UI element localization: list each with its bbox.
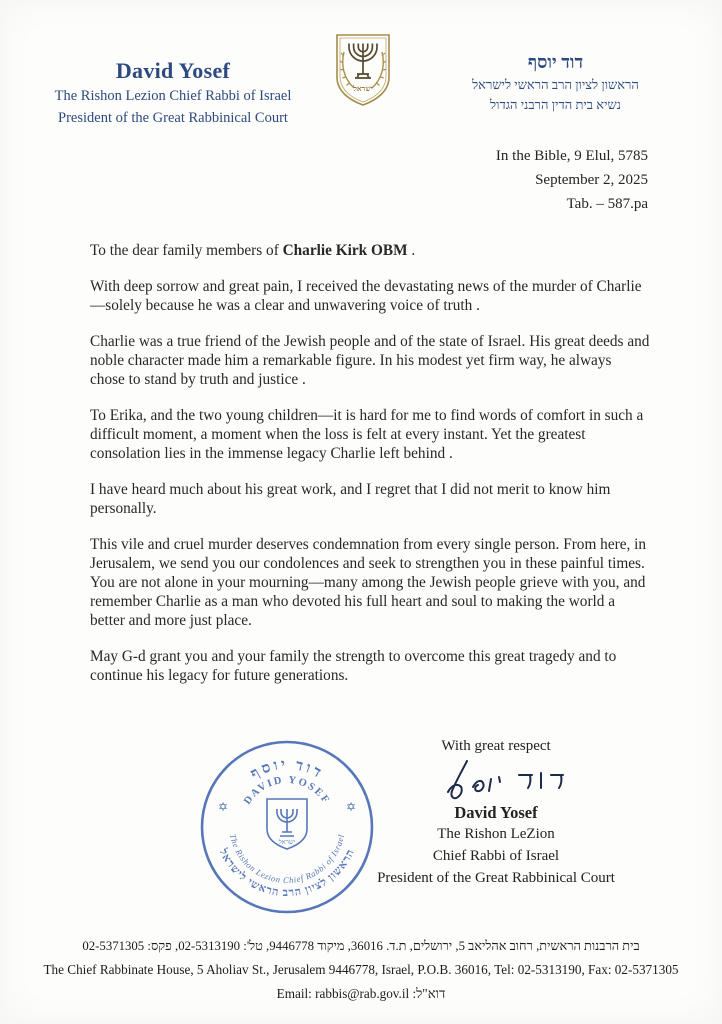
handwritten-signature [421, 757, 571, 803]
signer-title-3: President of the Great Rabbinical Court [377, 870, 615, 886]
salutation-addressee: Charlie Kirk OBM [282, 242, 408, 259]
letterhead-title-english-1: The Rishon Lezion Chief Rabbi of Israel [54, 88, 292, 104]
stamp-hebrew-name: דוד יוסף [248, 756, 327, 783]
star-of-david-icon: ✡ [345, 800, 357, 814]
signer-title-1: The Rishon LeZion [437, 826, 555, 842]
paragraph: This vile and cruel murder deserves condemnation from every single person. From here, in Jerusalem, we send you our condolences and seek to strengthen you in these painful times. You are not alone in your mourning—many among the Jewish people grieve with you, and remember Charlie as a man who devoted his full heart and soul to making the world a better and more just place. [90, 536, 647, 629]
salutation-suffix: . [407, 242, 416, 259]
signer-name: David Yosef [454, 803, 538, 822]
paragraph: With deep sorrow and great pain, I received the devastating news of the murder of Charlie—solely because he was a clear and unwavering voice of truth . [90, 278, 642, 314]
stamp-ring-hebrew: הראשון לציון הרב הראשי לישראל [216, 847, 358, 900]
letterhead-title-hebrew-1: הראשון לציון הרב הראשי לישראל [472, 77, 639, 92]
hebrew-date: In the Bible, 9 Elul, 5785 [495, 148, 648, 164]
footer-email: Email: rabbis@rab.gov.il :דוא"ל [276, 986, 446, 1001]
footer-address-english: The Chief Rabbinate House, 5 Aholiav St., Jerusalem 9446778, Israel, P.O.B. 36016, Tel: 02-5313190, Fax: 02-5371305 [43, 962, 679, 977]
signer-title-2: Chief Rabbi of Israel [432, 848, 560, 864]
date-block [496, 144, 648, 216]
reference-number: Tab. – 587.pa [566, 196, 648, 212]
letterhead-title-english-2: President of the Great Rabbinical Court [58, 110, 288, 126]
letterhead-name-english: David Yosef [115, 58, 231, 83]
paragraph: Charlie was a true friend of the Jewish people and of the state of Israel. His great deeds and noble character made him a remarkable figure. In his modest yet firm way, he always chose to stand by truth and justice . [90, 333, 650, 388]
letterhead-name-hebrew: דוד יוסף [527, 52, 584, 72]
salutation-prefix: To the dear family members of [90, 242, 283, 259]
israel-emblem-icon [330, 32, 396, 110]
closing-phrase: With great respect [441, 738, 551, 754]
paragraph: I have heard much about his great work, and I regret that I did not merit to know him personally. [90, 481, 611, 517]
letter-body [90, 241, 650, 702]
stamp-ring-english: The Rishon Lezion Chief Rabbi of Israel [227, 833, 347, 886]
emblem-label: ישראל [353, 84, 373, 93]
letterhead-title-hebrew-2: נשיא בית הדין הרבני הגדול [490, 97, 621, 112]
star-of-david-icon: ✡ [217, 800, 229, 814]
paragraph: To Erika, and the two young children—it is hard for me to find words of comfort in such a difficult moment, a moment when the loss is felt at every instant. Yet the greatest consolation lies in the immense legacy Charlie left behind . [90, 407, 644, 462]
letterhead-hebrew [448, 52, 663, 113]
footer-address-hebrew: בית הרבנות הראשית, רחוב אהליאב 5, ירושלים, ת.ד. 36016, מיקוד 9446778, טל': 02-5313190, פקס: 02-5371305 [82, 939, 640, 953]
signature-block [330, 738, 662, 889]
footer [0, 934, 722, 1006]
salutation [90, 241, 650, 260]
stamp-english-name: DAVID YOSEF [242, 774, 332, 807]
gregorian-date: September 2, 2025 [535, 172, 648, 188]
stamp-emblem-label: ישראל [278, 839, 296, 846]
paragraph: May G-d grant you and your family the strength to overcome this great tragedy and to continue his legacy for future generations. [90, 648, 617, 684]
letterhead-english [42, 58, 304, 128]
